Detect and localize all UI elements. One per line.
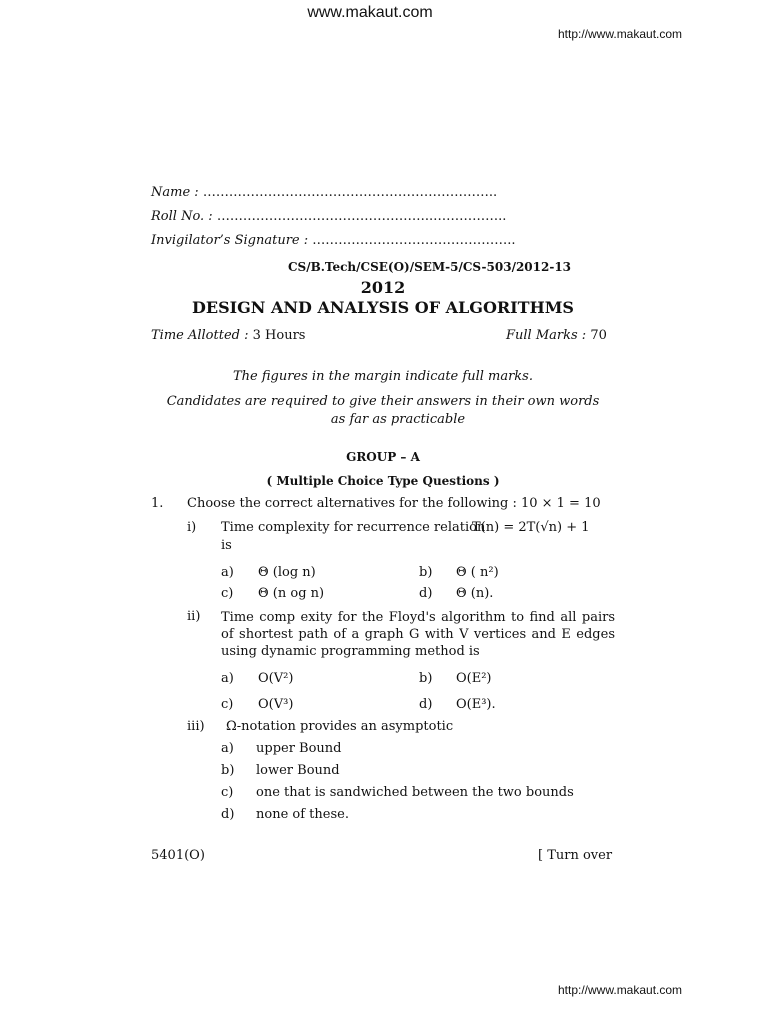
part-iii-id: iii) — [187, 719, 205, 734]
roll-dots: …………………………………………..…………….. — [216, 209, 507, 224]
marks-label: Full Marks : — [506, 328, 587, 343]
url-top: http://www.makaut.com — [558, 27, 683, 41]
part-i-text-cont: is — [221, 538, 232, 553]
name-field-row — [151, 185, 497, 200]
site-title-top: www.makaut.com — [307, 4, 433, 21]
url-bottom: http://www.makaut.com — [558, 983, 683, 997]
marks-value: 70 — [590, 328, 607, 343]
full-marks — [506, 328, 607, 343]
part-ii-option-c: O(V³) — [258, 697, 294, 712]
time-value: 3 Hours — [252, 328, 306, 343]
instruction-line-2: Candidates are required to give their answers in their own words — [166, 394, 600, 409]
part-iii-option-b: lower Bound — [256, 763, 340, 778]
exam-title: DESIGN AND ANALYSIS OF ALGORITHMS — [192, 298, 574, 317]
part-i-formula: T(n) = 2T(√n) + 1 — [472, 520, 590, 535]
part-iii-option-d-key: d) — [221, 807, 235, 822]
paper-code: 5401(O) — [151, 848, 205, 863]
part-ii-option-a: O(V²) — [258, 671, 294, 686]
part-iii-option-a: upper Bound — [256, 741, 342, 756]
exam-year: 2012 — [360, 278, 406, 297]
question-text: Choose the correct alternatives for the following : 10 × 1 = 10 — [187, 496, 601, 511]
part-i-option-a: Θ (log n) — [258, 565, 316, 580]
signature-dots: ……………………………………….. — [312, 233, 516, 248]
part-ii-text: Time comp exity for the Floyd's algorithm to find all pairs of shortest path of a graph G with V vertices and E edges using dynamic programming method is — [221, 610, 615, 659]
part-i-option-b-key: b) — [419, 565, 433, 580]
part-ii-id: ii) — [187, 609, 201, 624]
part-i-option-d-key: d) — [419, 586, 433, 601]
time-label: Time Allotted : — [151, 328, 249, 343]
part-i-id: i) — [187, 520, 197, 535]
part-iii-option-d: none of these. — [256, 807, 349, 822]
name-label: Name : — [151, 185, 199, 200]
time-allotted — [151, 328, 305, 343]
group-title: GROUP – A — [346, 450, 420, 464]
part-i-option-a-key: a) — [221, 565, 234, 580]
group-subtitle: ( Multiple Choice Type Questions ) — [266, 474, 500, 488]
signature-label: Invigilator’s Signature : — [151, 233, 309, 248]
signature-field-row — [151, 233, 516, 248]
name-dots: ………………………………………………………….. — [202, 185, 498, 200]
part-i-option-c: Θ (n og n) — [258, 586, 325, 601]
part-iii-option-a-key: a) — [221, 741, 234, 756]
part-i-option-c-key: c) — [221, 586, 234, 601]
exam-code: CS/B.Tech/CSE(O)/SEM-5/CS-503/2012-13 — [288, 260, 572, 274]
instruction-line-1: The figures in the margin indicate full marks. — [232, 369, 533, 384]
part-iii-text: Ω-notation provides an asymptotic — [226, 719, 454, 734]
turn-over: [ Turn over — [538, 848, 613, 863]
question-number: 1. — [151, 496, 164, 511]
part-ii-option-d: O(E³). — [456, 697, 496, 712]
part-i-option-b: Θ ( n²) — [456, 565, 499, 580]
part-iii-option-c-key: c) — [221, 785, 234, 800]
part-ii-option-b: O(E²) — [456, 671, 492, 686]
instruction-line-3: as far as practicable — [330, 412, 466, 427]
part-iii-option-c: one that is sandwiched between the two bounds — [256, 785, 574, 800]
part-ii-option-a-key: a) — [221, 671, 234, 686]
roll-field-row — [151, 209, 506, 224]
part-i-text: Time complexity for recurrence relation — [221, 520, 486, 535]
part-ii-option-c-key: c) — [221, 697, 234, 712]
roll-label: Roll No. : — [151, 209, 213, 224]
part-iii-option-b-key: b) — [221, 763, 235, 778]
part-i-option-d: Θ (n). — [456, 586, 494, 601]
part-ii-option-d-key: d) — [419, 697, 433, 712]
part-ii-option-b-key: b) — [419, 671, 433, 686]
